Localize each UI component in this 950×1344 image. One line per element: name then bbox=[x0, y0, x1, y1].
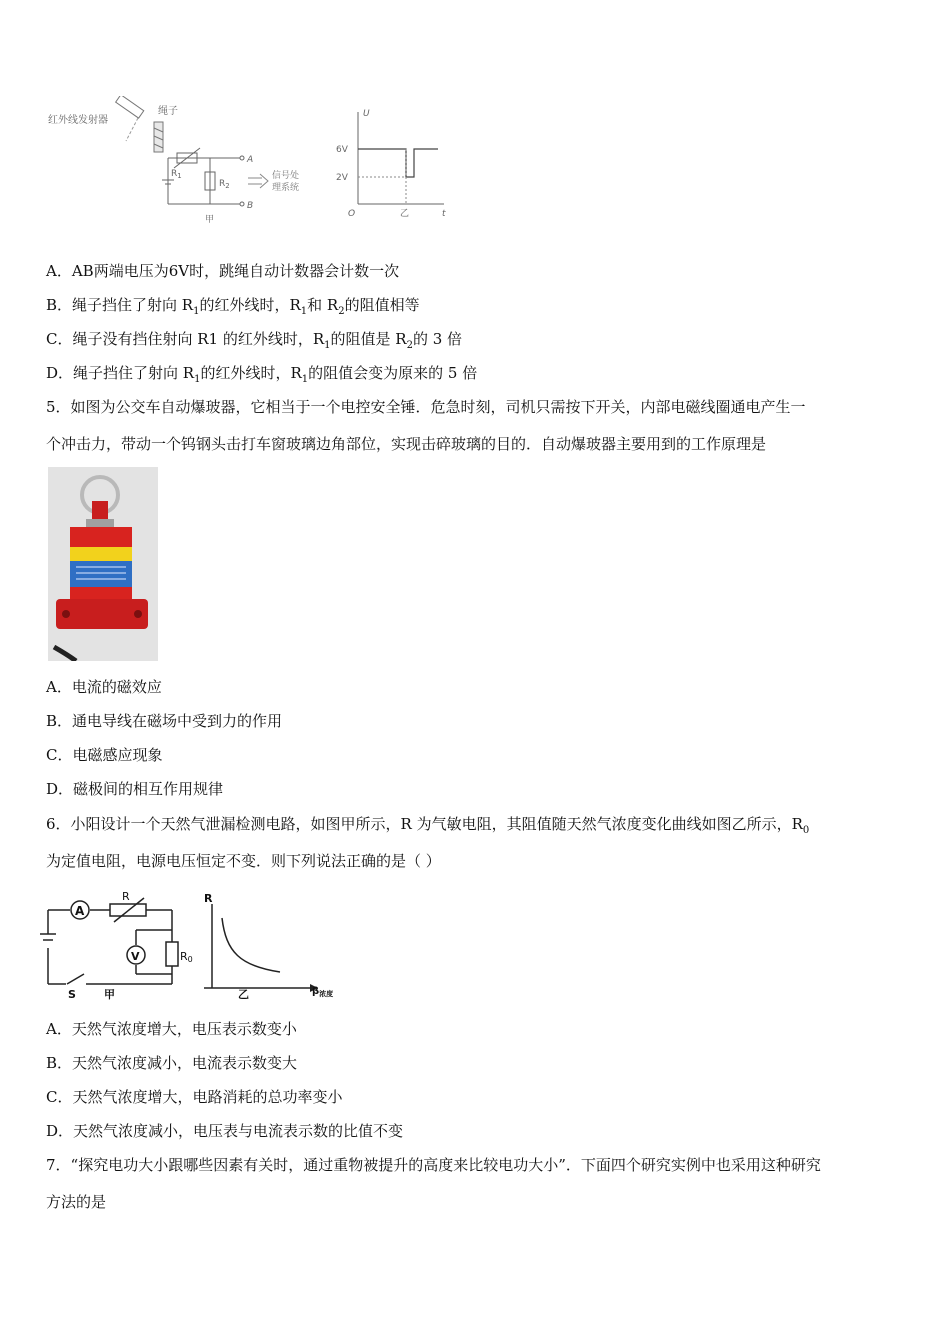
q5-option-c: C．电磁感应现象 bbox=[46, 746, 163, 764]
u-axis-label: U bbox=[363, 109, 370, 119]
circuit-caption: 甲 bbox=[104, 988, 115, 1001]
q4-option-b: B．绳子挡住了射向 $R_1$的红外线时，$R_1$和 $R_2$的阻值相等 bbox=[46, 296, 420, 317]
q4-option-c: C．绳子没有挡住射向 R1 的红外线时，$R_1$的阻值是 $R_2$的 3 倍 bbox=[46, 330, 463, 351]
terminal-b: B bbox=[247, 201, 254, 211]
terminal-a: A bbox=[247, 155, 254, 165]
q5-option-a: A．电流的磁效应 bbox=[46, 678, 162, 696]
q6-circuit-figure bbox=[40, 890, 200, 1002]
q4-option-a: A．AB两端电压为6V时，跳绳自动计数器会计数一次 bbox=[46, 262, 400, 280]
voltage-signal-line bbox=[358, 149, 438, 177]
r2-label: $R_2$ bbox=[219, 179, 230, 190]
voltmeter-label: V bbox=[131, 950, 140, 963]
circuit-caption: 甲 bbox=[205, 215, 215, 225]
switch-label: S bbox=[68, 988, 76, 1001]
q5-question-line-1: 5．如图为公交车自动爆玻器，它相当于一个电控安全锤．危急时刻，司机只需按下开关，内部电磁线圈通电产生一 bbox=[46, 398, 806, 416]
q6-option-d: D．天然气浓度减小，电压表与电流表示数的比值不变 bbox=[46, 1122, 404, 1140]
q5-option-b: B．通电导线在磁场中受到力的作用 bbox=[46, 712, 283, 730]
ammeter-label: A bbox=[75, 904, 85, 918]
t-axis-label: t bbox=[442, 209, 446, 219]
rope-icon bbox=[154, 122, 163, 152]
x-axis-label: $\beta_{浓度}$ bbox=[312, 986, 334, 998]
tick-2v: 2V bbox=[336, 173, 348, 183]
gas-resistor-label: R bbox=[122, 890, 130, 903]
r1-label: $R_1$ bbox=[171, 169, 182, 180]
arrow-right-icon bbox=[248, 174, 268, 188]
q5-option-d: D．磁极间的相互作用规律 bbox=[46, 780, 224, 798]
signal-label-2: 理系统 bbox=[272, 183, 300, 193]
q6-question-line-1: 6．小阳设计一个天然气泄漏检测电路，如图甲所示，R 为气敏电阻，其阻值随天然气浓度变化曲线如图乙所示，$R_0$ bbox=[46, 815, 810, 836]
signal-label-1: 信号处 bbox=[272, 171, 300, 181]
r-axis-label: R bbox=[204, 892, 213, 905]
q6-option-a: A．天然气浓度增大，电压表示数变小 bbox=[46, 1020, 297, 1038]
resistance-curve bbox=[222, 918, 280, 972]
q6-option-b: B．天然气浓度减小，电流表示数变大 bbox=[46, 1054, 298, 1072]
q7-question-line-1: 7．“探究电功大小跟哪些因素有关时，通过重物被提升的高度来比较电功大小”．下面四个研究实例中也采用这种研究 bbox=[46, 1156, 821, 1174]
q4-circuit-figure bbox=[44, 96, 314, 231]
r0-label: R0 bbox=[180, 950, 193, 964]
q6-resistance-graph bbox=[200, 890, 345, 1002]
graph-caption: 乙 bbox=[238, 988, 249, 1001]
q4-voltage-graph bbox=[330, 104, 450, 222]
q4-option-d: D．绳子挡住了射向 $R_1$的红外线时，$R_1$的阻值会变为原来的 5 倍 bbox=[46, 364, 478, 385]
emitter-label: 红外线发射器 bbox=[48, 115, 108, 126]
q6-question-line-2: 为定值电阻，电源电压恒定不变．则下列说法正确的是（ ） bbox=[46, 852, 441, 870]
tick-6v: 6V bbox=[336, 145, 348, 155]
q5-question-line-2: 个冲击力，带动一个钨钢头击打车窗玻璃边角部位，实现击碎玻璃的目的．自动爆玻器主要用到的工作原理是 bbox=[46, 435, 767, 453]
origin-label: O bbox=[348, 209, 356, 219]
rope-label: 绳子 bbox=[158, 106, 178, 117]
infrared-emitter-icon bbox=[116, 96, 144, 141]
q6-option-c: C．天然气浓度增大，电路消耗的总功率变小 bbox=[46, 1088, 343, 1106]
glass-breaker-photo bbox=[48, 467, 158, 661]
q7-question-line-2: 方法的是 bbox=[46, 1193, 107, 1211]
graph-caption: 乙 bbox=[400, 209, 410, 219]
